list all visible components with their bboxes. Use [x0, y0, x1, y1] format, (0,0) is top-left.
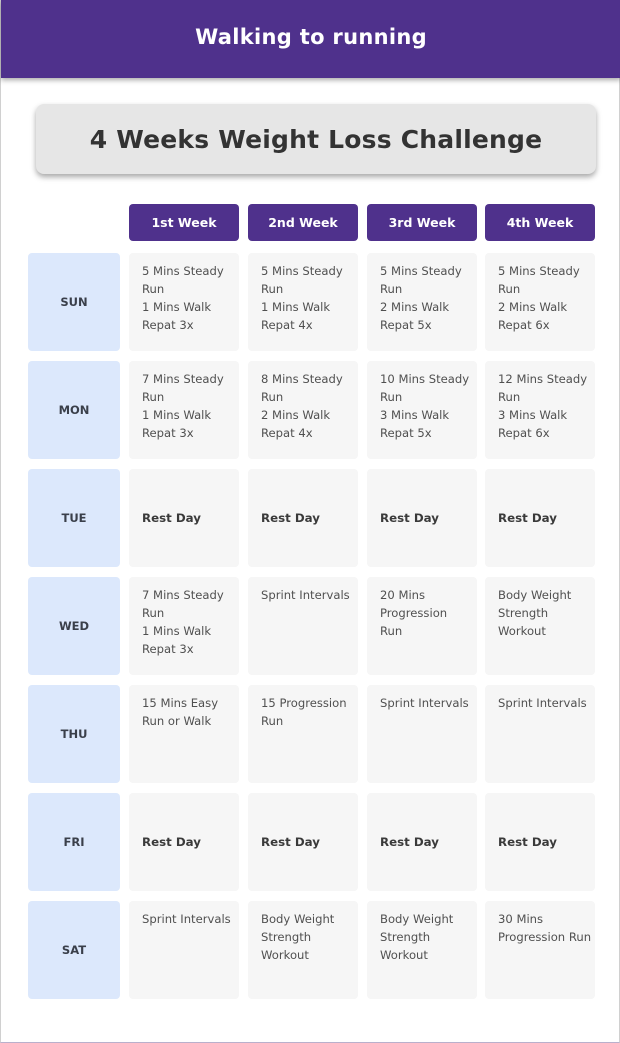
workout-cell-wed-week-4: Body Weight Strength Workout [485, 577, 595, 675]
week-header-4: 4th Week [485, 204, 595, 241]
workout-cell-tue-week-3: Rest Day [367, 469, 477, 567]
workout-cell-sun-week-1: 5 Mins Steady Run 1 Mins Walk Repat 3x [129, 253, 239, 351]
workout-cell-tue-week-2: Rest Day [248, 469, 358, 567]
workout-cell-sun-week-4: 5 Mins Steady Run 2 Mins Walk Repat 6x [485, 253, 595, 351]
day-label-tue: TUE [28, 469, 120, 567]
workout-cell-fri-week-3: Rest Day [367, 793, 477, 891]
workout-cell-mon-week-1: 7 Mins Steady Run 1 Mins Walk Repat 3x [129, 361, 239, 459]
day-label-sat: SAT [28, 901, 120, 999]
workout-cell-mon-week-2: 8 Mins Steady Run 2 Mins Walk Repat 4x [248, 361, 358, 459]
app-bar [1, 0, 620, 78]
workout-cell-tue-week-4: Rest Day [485, 469, 595, 567]
workout-cell-thu-week-2: 15 Progression Run [248, 685, 358, 783]
week-header-1: 1st Week [129, 204, 239, 241]
workout-cell-sun-week-3: 5 Mins Steady Run 2 Mins Walk Repat 5x [367, 253, 477, 351]
workout-cell-thu-week-3: Sprint Intervals [367, 685, 477, 783]
week-header-2: 2nd Week [248, 204, 358, 241]
workout-cell-tue-week-1: Rest Day [129, 469, 239, 567]
workout-cell-wed-week-2: Sprint Intervals [248, 577, 358, 675]
workout-cell-mon-week-3: 10 Mins Steady Run 3 Mins Walk Repat 5x [367, 361, 477, 459]
workout-cell-sat-week-4: 30 Mins Progression Run [485, 901, 595, 999]
workout-cell-sun-week-2: 5 Mins Steady Run 1 Mins Walk Repat 4x [248, 253, 358, 351]
title-card [36, 104, 596, 174]
workout-cell-wed-week-1: 7 Mins Steady Run 1 Mins Walk Repat 3x [129, 577, 239, 675]
workout-cell-thu-week-4: Sprint Intervals [485, 685, 595, 783]
app-bar-title: Walking to running [195, 25, 427, 49]
workout-cell-wed-week-3: 20 Mins Progression Run [367, 577, 477, 675]
day-label-mon: MON [28, 361, 120, 459]
workout-cell-sat-week-3: Body Weight Strength Workout [367, 901, 477, 999]
workout-cell-sat-week-2: Body Weight Strength Workout [248, 901, 358, 999]
day-label-thu: THU [28, 685, 120, 783]
day-label-wed: WED [28, 577, 120, 675]
workout-cell-fri-week-2: Rest Day [248, 793, 358, 891]
week-header-3: 3rd Week [367, 204, 477, 241]
workout-cell-fri-week-4: Rest Day [485, 793, 595, 891]
day-label-sun: SUN [28, 253, 120, 351]
workout-cell-thu-week-1: 15 Mins Easy Run or Walk [129, 685, 239, 783]
day-label-fri: FRI [28, 793, 120, 891]
page-title: 4 Weeks Weight Loss Challenge [89, 124, 543, 154]
workout-cell-sat-week-1: Sprint Intervals [129, 901, 239, 999]
workout-cell-fri-week-1: Rest Day [129, 793, 239, 891]
workout-cell-mon-week-4: 12 Mins Steady Run 3 Mins Walk Repat 6x [485, 361, 595, 459]
